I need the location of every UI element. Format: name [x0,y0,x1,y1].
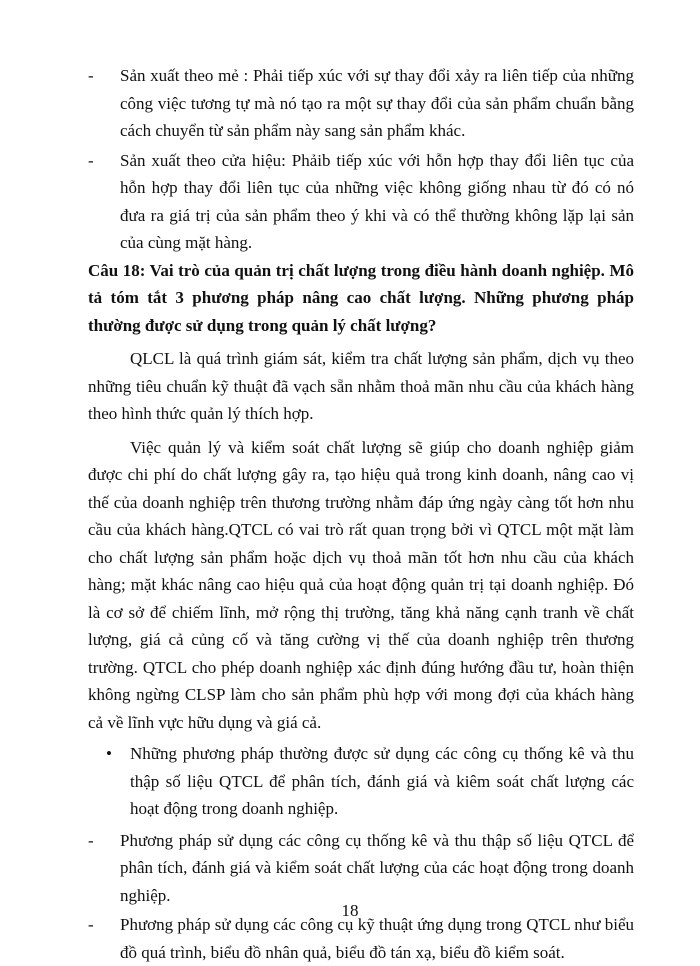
page-number: 18 [341,901,359,920]
dash-bullet-icon: - [88,915,94,934]
page-body [88,62,634,966]
list-item-text: Phương pháp sử dụng các công cụ kỹ thuật ứng dụng trong QTCL như biểu đồ quá trình, biểu đồ nhân quả, biểu đồ tán xạ, biểu đồ kiểm soát. [120,915,634,962]
dot-bullet-icon: • [106,744,112,763]
list-item [88,147,634,257]
paragraph: QLCL là quá trình giám sát, kiểm tra chất lượng sản phẩm, dịch vụ theo những tiêu chuẩn kỹ thuật đã vạch sẵn nhằm thoả mãn nhu cầu của khách hàng theo hình thức quản lý thích hợp. [88,349,634,423]
list-item-text: Phương pháp sử dụng các công cụ thống kê và thu thập số liệu QTCL để phân tích, đánh giá và kiểm soát chất lượng của các hoạt động trong doanh nghiệp. [120,830,634,905]
list-item [88,740,634,823]
list-item [88,62,634,145]
paragraph: Việc quản lý và kiểm soát chất lượng sẽ giúp cho doanh nghiệp giảm được chi phí do chất lượng gây ra, tạo hiệu quả trong kinh doanh, nâng cao vị thế của doanh nghiệp trên thương trường nhằm đáp ứng ngày càng tốt hơn nhu cầu của khách hàng.QTCL có vai trò rất quan trọng bởi vì QTCL một mặt làm cho chất lượng sản phẩm hoặc dịch vụ thoả mãn tốt hơn nhu cầu của khách hàng; mặt khác nâng cao hiệu quả của hoạt động quản trị tại doanh nghiệp. Đó là cơ sở để chiếm lĩnh, mở rộng thị trường, tăng khả năng cạnh tranh về chất lượng, giá cả củng cố và tăng cường vị thế của doanh nghiệp trên thương trường. QTCL cho phép doanh nghiệp xác định đúng hướng đầu tư, hoàn thiện không ngừng CLSP làm cho sản phẩm phù hợp với mong đợi của khách hàng cả về lĩnh vực hữu dụng và giá cả. [88,437,634,732]
list-item-text: Sản xuất theo cửa hiệu: Phảib tiếp xúc với hỗn hợp thay đổi liên tục của hỗn hợp thay đổi liên tục của những việc không giống nhau từ đó có nó đưa ra giá trị của sản phẩm theo ý khi và có thể thường không lặp lại sản của cùng mặt hàng. [120,150,634,252]
dash-bullet-icon: - [88,830,94,850]
list-item-text: Những phương pháp thường được sử dụng các công cụ thống kê và thu thập số liệu QTCL để phân tích, đánh giá và kiêm soát chất lượng các hoạt động trong doanh nghiệp. [130,744,634,818]
dash-bullet-icon: - [88,150,94,170]
question-heading: Câu 18: Vai trò của quản trị chất lượng trong điều hành doanh nghiệp. Mô tả tóm tắt 3 phương pháp nâng cao chất lượng. Những phương pháp thường được sử dụng trong quản lý chất lượng? [88,260,634,335]
list-item-text: Sản xuất theo mẻ : Phải tiếp xúc với sự thay đổi xảy ra liên tiếp của những công việc tương tự mà nó tạo ra một sự thay đổi của sản phẩm chuẩn bằng cách chuyển từ sản phẩm này sang sản phẩm khác. [120,66,634,140]
dash-bullet-icon: - [88,66,94,85]
